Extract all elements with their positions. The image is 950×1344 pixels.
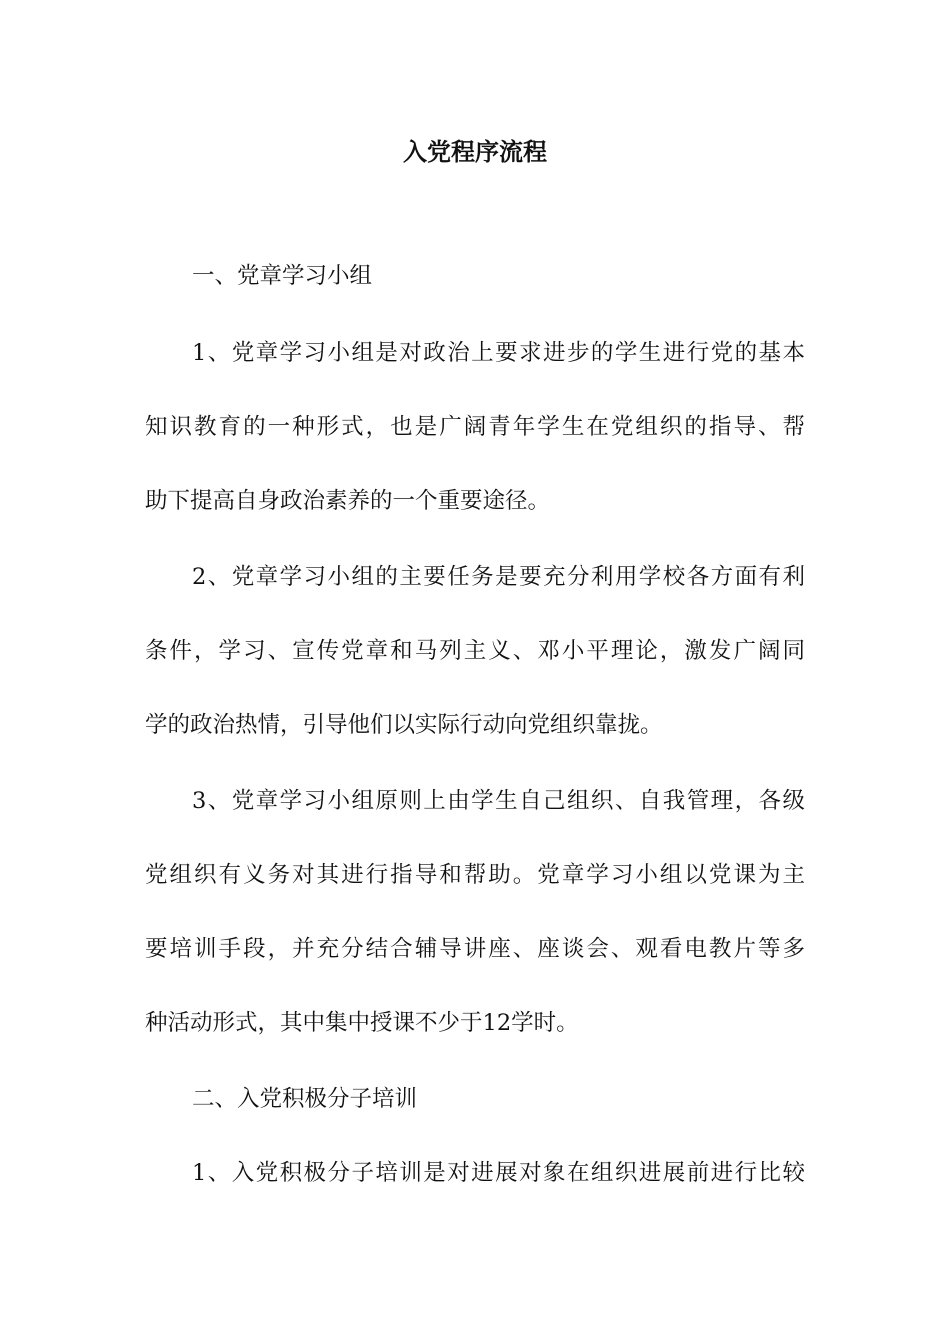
paragraph-line: 要培训手段，并充分结合辅导讲座、座谈会、观看电教片等多 bbox=[145, 936, 805, 962]
paragraph-line: 种活动形式，其中集中授课不少于12学时。 bbox=[145, 1010, 579, 1036]
paragraph-line: 党组织有义务对其进行指导和帮助。党章学习小组以党课为主 bbox=[145, 862, 805, 888]
document-title: 入党程序流程 bbox=[403, 137, 547, 166]
paragraph-line: 1、党章学习小组是对政治上要求进步的学生进行党的基本 bbox=[192, 340, 805, 366]
paragraph-line: 条件，学习、宣传党章和马列主义、邓小平理论，激发广阔同 bbox=[145, 638, 805, 664]
paragraph-line: 学的政治热情，引导他们以实际行动向党组织靠拢。 bbox=[145, 712, 663, 738]
paragraph-line: 助下提高自身政治素养的一个重要途径。 bbox=[145, 488, 551, 514]
paragraph-line: 2、党章学习小组的主要任务是要充分利用学校各方面有利 bbox=[192, 564, 805, 590]
section-heading-2: 二、入党积极分子培训 bbox=[192, 1086, 418, 1112]
paragraph-line: 知识教育的一种形式，也是广阔青年学生在党组织的指导、帮 bbox=[145, 414, 805, 440]
paragraph-line: 1、入党积极分子培训是对进展对象在组织进展前进行比较 bbox=[192, 1160, 805, 1186]
section-heading-1: 一、党章学习小组 bbox=[192, 263, 373, 289]
paragraph-line: 3、党章学习小组原则上由学生自己组织、自我管理，各级 bbox=[192, 788, 805, 814]
